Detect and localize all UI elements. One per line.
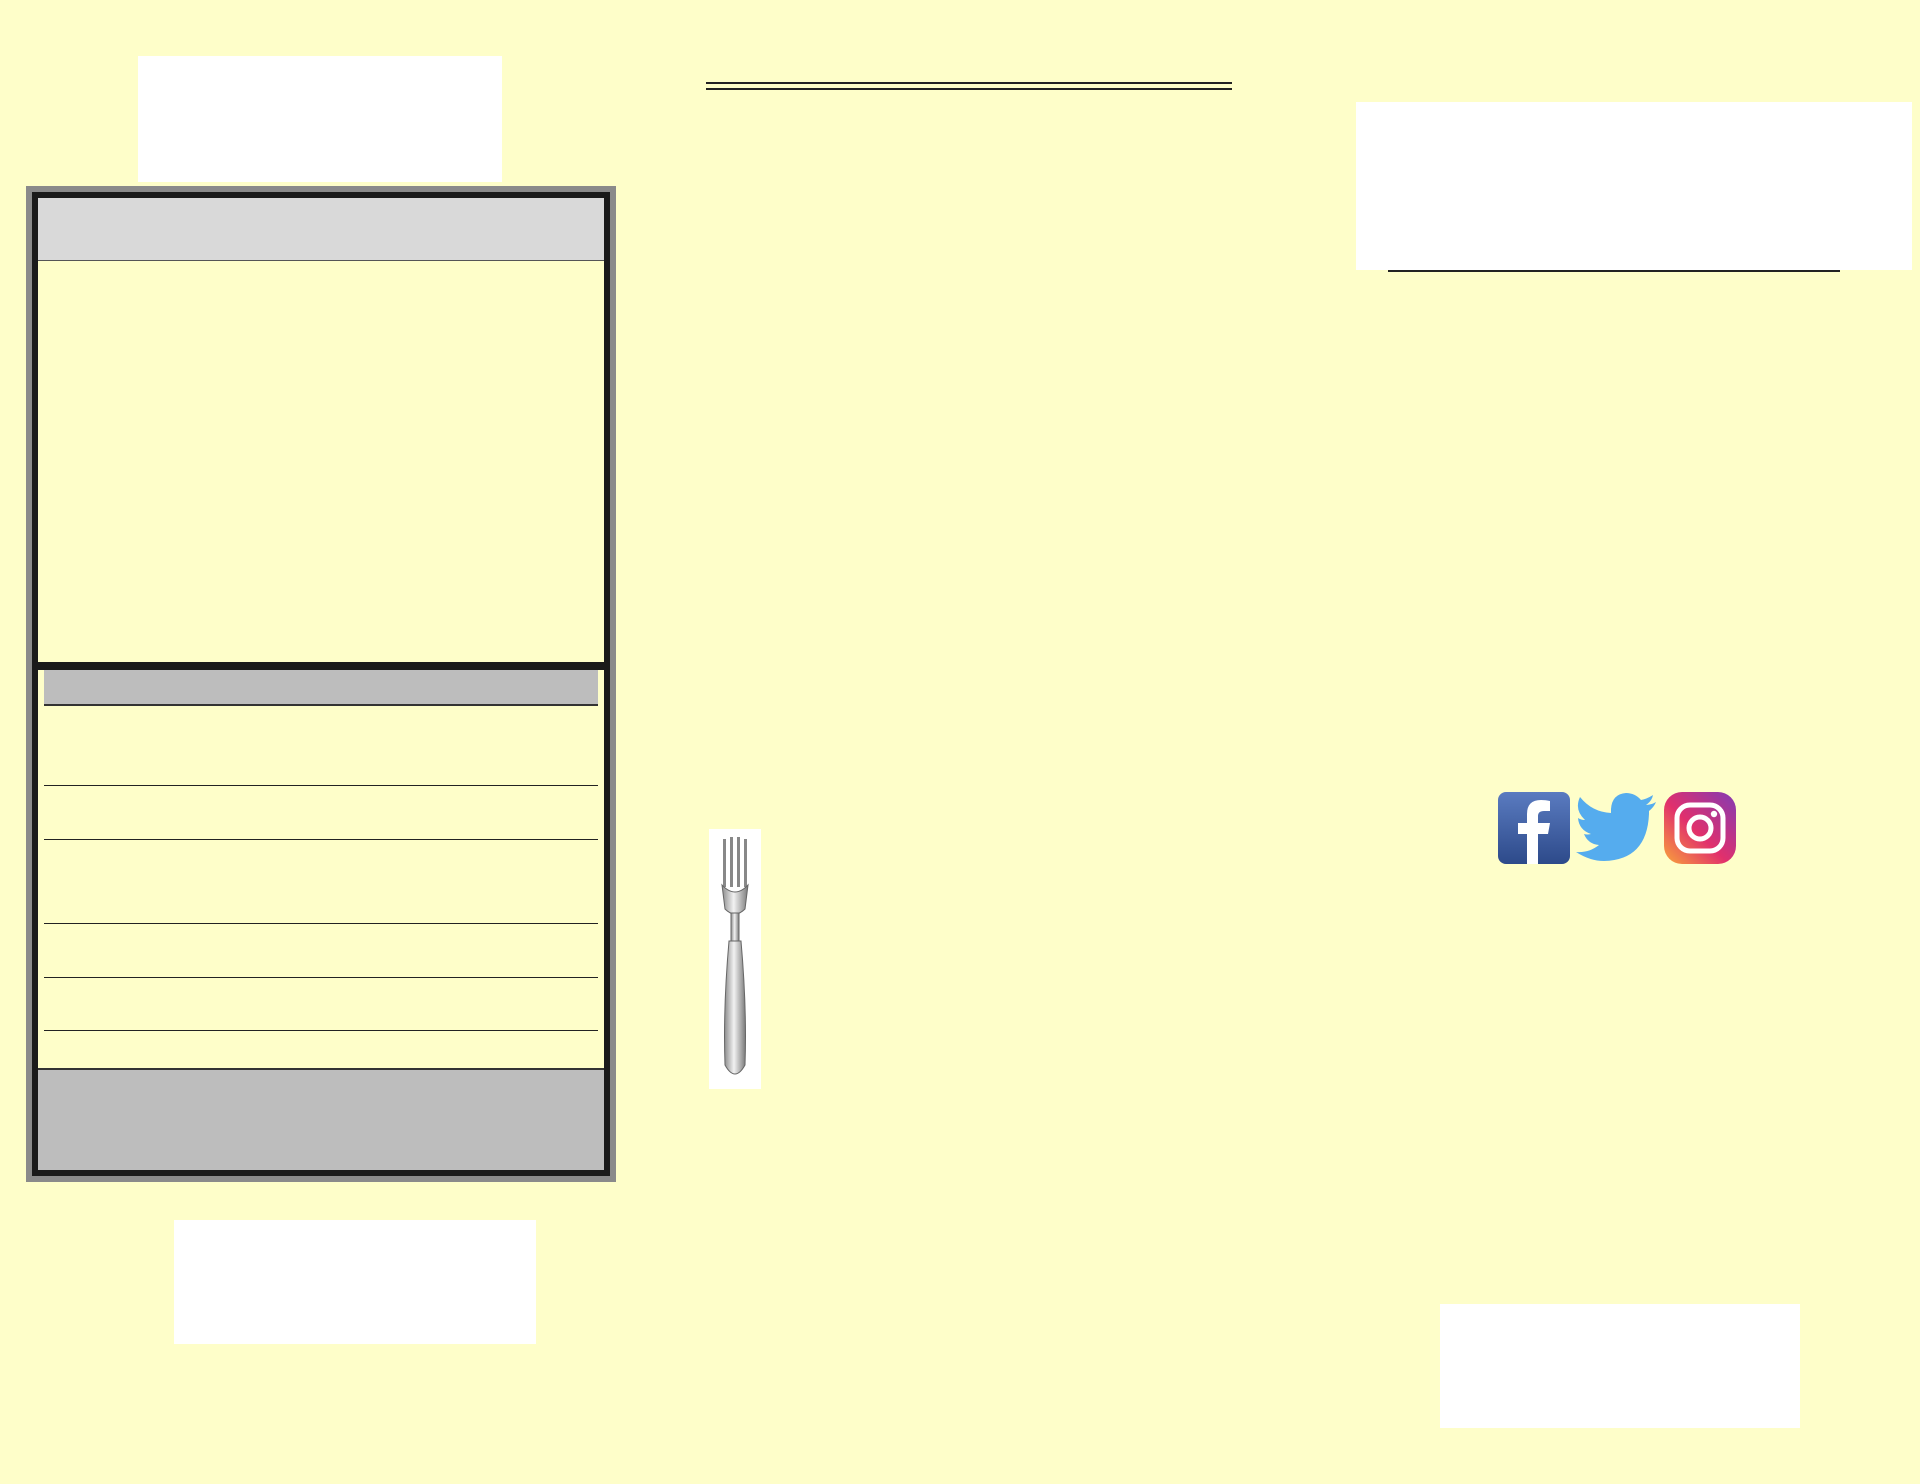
special-requests-field[interactable] [44,706,598,786]
instagram-icon[interactable] [1664,792,1736,864]
order-info-title [44,670,598,706]
email-field[interactable] [44,978,598,1031]
phone-field[interactable] [44,924,598,978]
cover-title-box [1356,102,1912,270]
houses-top-left [138,56,502,182]
social-icons [1498,792,1736,864]
order-title [38,198,604,261]
order-information-section [38,670,604,1170]
houses-bottom-left [174,1220,536,1344]
order-intro-section [38,198,604,662]
middle-panel [706,78,1232,140]
order-form-box [26,186,616,1182]
right-intro [1356,296,1868,386]
houses-bottom-right [1440,1304,1800,1428]
title-divider [1388,270,1840,272]
name-field[interactable] [44,786,598,840]
twitter-icon[interactable] [1576,792,1658,864]
fork-icon [709,829,761,1089]
address-field[interactable] [44,840,598,924]
gift-certificate-footer [38,1068,604,1170]
divider [706,82,1232,90]
facebook-icon[interactable] [1498,792,1570,864]
